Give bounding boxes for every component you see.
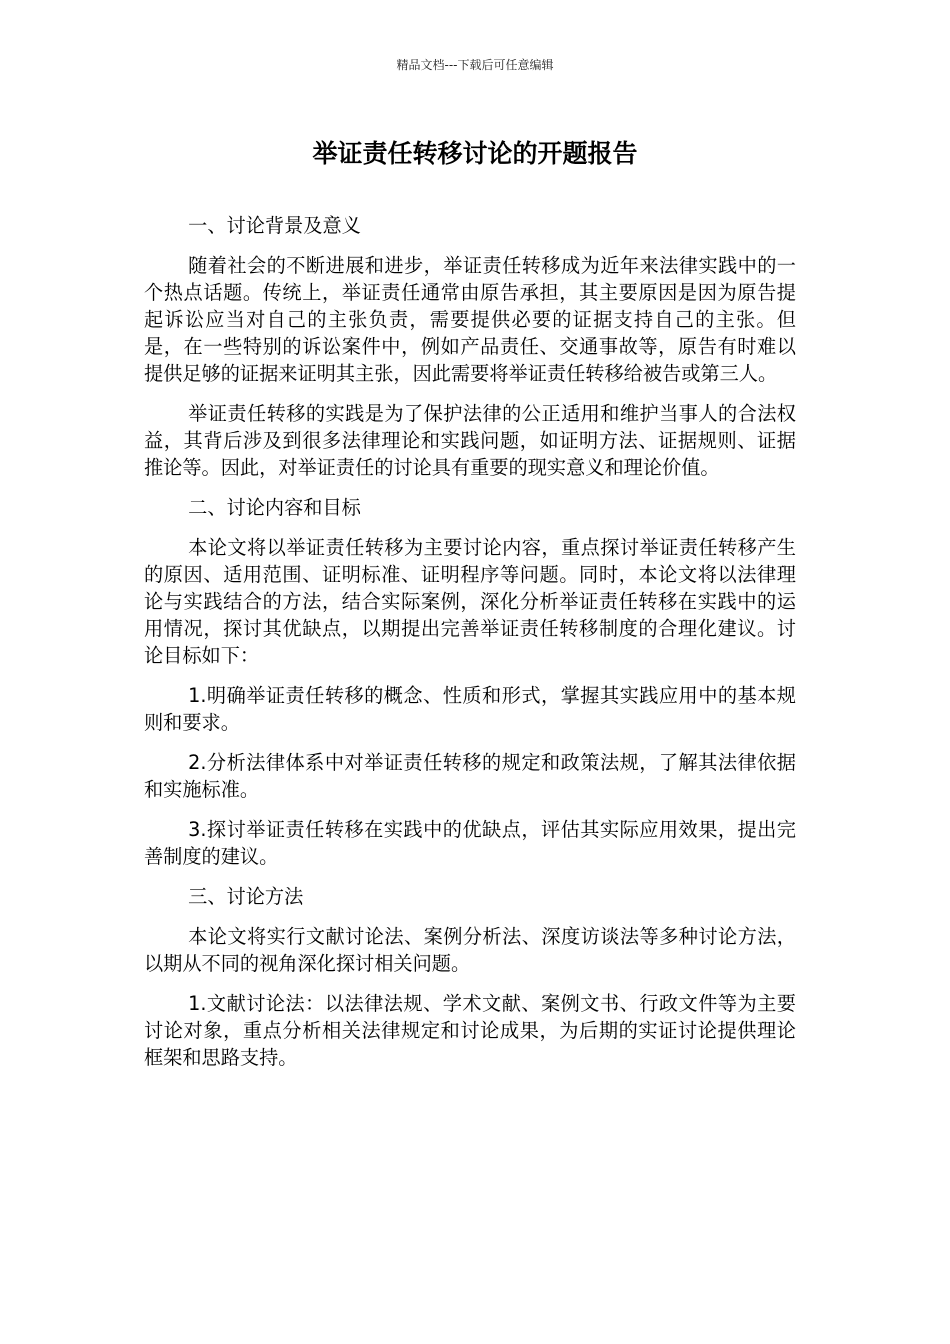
list-item-goal-3: 3.探讨举证责任转移在实践中的优缺点，评估其实际应用效果，提出完善制度的建议。 [144,818,796,868]
document-body [144,212,796,1084]
document-title: 举证责任转移讨论的开题报告 [312,139,638,168]
paragraph-content-goals: 本论文将以举证责任转移为主要讨论内容，重点探讨举证责任转移产生的原因、适用范围、证明标准、证明程序等问题。同时，本论文将以法律理论与实践结合的方法，结合实际案例，深化分析举证责任转移在实践中的运用情况，探讨其优缺点，以期提出完善举证责任转移制度的合理化建议。讨论目标如下： [144,536,796,667]
list-item-goal-1: 1.明确举证责任转移的概念、性质和形式，掌握其实践应用中的基本规则和要求。 [144,684,796,734]
list-item-goal-2: 2.分析法律体系中对举证责任转移的规定和政策法规，了解其法律依据和实施标准。 [144,751,796,801]
header-note: 精品文档---下载后可任意编辑 [396,58,554,72]
section-heading-content-goals: 二、讨论内容和目标 [188,496,361,519]
paragraph-methods: 本论文将实行文献讨论法、案例分析法、深度访谈法等多种讨论方法，以期从不同的视角深化探讨相关问题。 [144,925,796,975]
list-item-method-1: 1.文献讨论法：以法律法规、学术文献、案例文书、行政文件等为主要讨论对象，重点分析相关法律规定和讨论成果，为后期的实证讨论提供理论框架和思路支持。 [144,992,796,1069]
paragraph-background-2: 举证责任转移的实践是为了保护法律的公正适用和维护当事人的合法权益，其背后涉及到很多法律理论和实践问题，如证明方法、证据规则、证据推论等。因此，对举证责任的讨论具有重要的现实意义和理论价值。 [144,402,796,479]
section-heading-background: 一、讨论背景及意义 [188,214,361,237]
paragraph-background-1: 随着社会的不断进展和进步，举证责任转移成为近年来法律实践中的一个热点话题。传统上，举证责任通常由原告承担，其主要原因是因为原告提起诉讼应当对自己的主张负责，需要提供必要的证据支持自己的主张。但是，在一些特别的诉讼案件中，例如产品责任、交通事故等，原告有时难以提供足够的证据来证明其主张，因此需要将举证责任转移给被告或第三人。 [144,254,796,385]
section-heading-methods: 三、讨论方法 [188,885,304,908]
